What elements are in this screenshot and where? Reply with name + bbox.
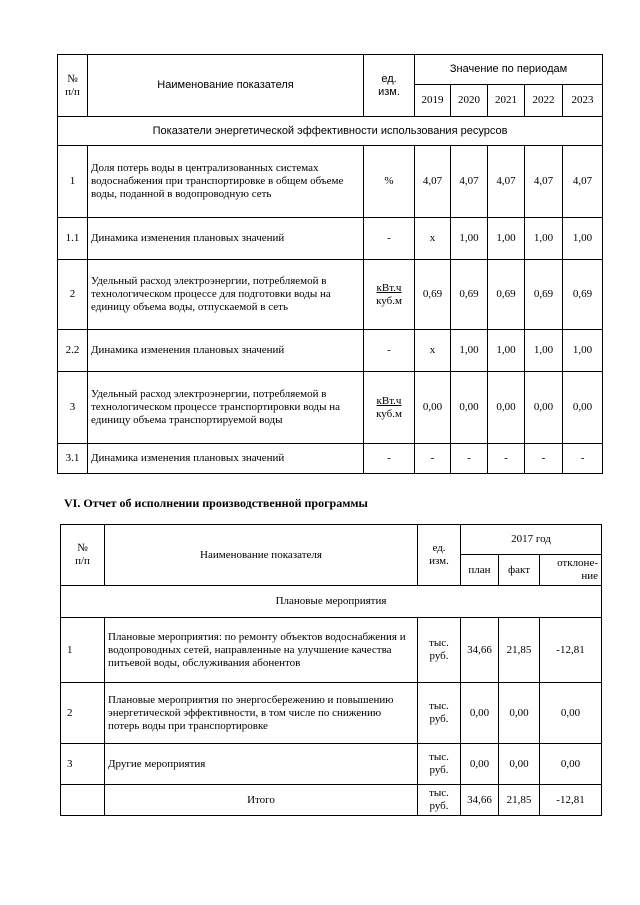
- row-name: Динамика изменения плановых значений: [88, 330, 364, 372]
- total-row: [61, 785, 602, 816]
- row-value: 4,07: [451, 146, 488, 218]
- row-value: 1,00: [488, 218, 525, 260]
- row-num: 1: [58, 146, 88, 218]
- row-fact: 0,00: [499, 683, 540, 744]
- header-num: № п/п: [58, 55, 88, 117]
- row-deviation: 0,00: [540, 683, 602, 744]
- row-num: 3.1: [58, 444, 88, 474]
- row-num: 2: [61, 683, 105, 744]
- total-deviation: -12,81: [540, 785, 602, 816]
- energy-efficiency-table: [57, 54, 603, 474]
- row-unit: [364, 146, 415, 218]
- row-value: -: [415, 444, 451, 474]
- row-value: 4,07: [525, 146, 563, 218]
- row-value: 0,00: [415, 372, 451, 444]
- header-unit: ед. изм.: [418, 525, 461, 586]
- table-row: [58, 218, 603, 260]
- row-unit-denominator: куб.м: [376, 407, 402, 420]
- row-deviation: 0,00: [540, 744, 602, 785]
- header-name: Наименование показателя: [105, 525, 418, 586]
- row-unit-numerator: кВт.ч: [376, 281, 402, 294]
- production-program-report-table: [60, 524, 602, 816]
- row-unit-text: -: [387, 452, 391, 464]
- row-unit: [364, 372, 415, 444]
- header-year: 2021: [488, 85, 525, 117]
- row-name: Другие мероприятия: [105, 744, 418, 785]
- table-row: [58, 260, 603, 330]
- row-value: 1,00: [525, 330, 563, 372]
- row-unit-numerator: кВт.ч: [376, 394, 402, 407]
- table-header-row: [58, 55, 603, 85]
- header-year: 2022: [525, 85, 563, 117]
- row-name: Доля потерь воды в централизованных системах водоснабжения при транспортировке в общем объеме воды, поданной в водопроводную сеть: [88, 146, 364, 218]
- row-value: -: [525, 444, 563, 474]
- header-fact: факт: [499, 555, 540, 586]
- row-name: Динамика изменения плановых значений: [88, 444, 364, 474]
- row-fact: 21,85: [499, 618, 540, 683]
- header-unit: ед. изм.: [364, 55, 415, 117]
- row-fact: 0,00: [499, 744, 540, 785]
- row-num: 1.1: [58, 218, 88, 260]
- row-value: 1,00: [451, 218, 488, 260]
- total-plan: 34,66: [461, 785, 499, 816]
- row-unit-text: %: [384, 175, 394, 187]
- row-value: 0,00: [488, 372, 525, 444]
- header-name: Наименование показателя: [88, 55, 364, 117]
- row-num: 3: [58, 372, 88, 444]
- header-year: 2023: [563, 85, 603, 117]
- row-value: 0,69: [451, 260, 488, 330]
- row-unit: [364, 218, 415, 260]
- row-name: Динамика изменения плановых значений: [88, 218, 364, 260]
- row-name: Плановые мероприятия по энергосбережению и повышению энергетической эффективности, в том числе по снижению потерь воды при транспортировке: [105, 683, 418, 744]
- row-value: 1,00: [563, 330, 603, 372]
- row-value: 1,00: [563, 218, 603, 260]
- row-value: -: [488, 444, 525, 474]
- row-num: 3: [61, 744, 105, 785]
- header-plan: план: [461, 555, 499, 586]
- row-unit: тыс. руб.: [418, 618, 461, 683]
- table-row: [61, 618, 602, 683]
- row-unit: тыс. руб.: [418, 744, 461, 785]
- row-value: -: [451, 444, 488, 474]
- row-plan: 34,66: [461, 618, 499, 683]
- row-value: 0,69: [563, 260, 603, 330]
- header-deviation: отклоне- ние: [540, 555, 602, 586]
- row-value: 0,00: [563, 372, 603, 444]
- section-heading: VI. Отчет об исполнении производственной программы: [64, 496, 368, 510]
- row-value: х: [415, 330, 451, 372]
- table-row: [58, 146, 603, 218]
- row-value: 4,07: [563, 146, 603, 218]
- table-row: [58, 330, 603, 372]
- row-num: 1: [61, 618, 105, 683]
- row-name: Удельный расход электроэнергии, потребляемой в технологическом процессе для подготовки воды на единицу объема воды, отпускаемой в сеть: [88, 260, 364, 330]
- section-title: Плановые мероприятия: [61, 586, 602, 618]
- section-title: Показатели энергетической эффективности использования ресурсов: [58, 117, 603, 146]
- row-unit: [364, 260, 415, 330]
- row-plan: 0,00: [461, 744, 499, 785]
- table-header-row: [61, 525, 602, 555]
- row-name: Удельный расход электроэнергии, потребляемой в технологическом процессе транспортировки воды на единицу объема транспортируемой воды: [88, 372, 364, 444]
- row-value: 4,07: [488, 146, 525, 218]
- row-value: 0,00: [525, 372, 563, 444]
- row-unit: тыс. руб.: [418, 683, 461, 744]
- total-name: Итого: [105, 785, 418, 816]
- section-row: [58, 117, 603, 146]
- row-plan: 0,00: [461, 683, 499, 744]
- row-unit: [364, 330, 415, 372]
- table-row: [61, 683, 602, 744]
- row-value: 0,69: [525, 260, 563, 330]
- header-num: № п/п: [61, 525, 105, 586]
- header-periods: Значение по периодам: [415, 55, 603, 85]
- row-value: 1,00: [488, 330, 525, 372]
- row-unit-text: -: [387, 344, 391, 356]
- row-value: 4,07: [415, 146, 451, 218]
- row-num: 2: [58, 260, 88, 330]
- row-unit-text: -: [387, 232, 391, 244]
- row-value: 1,00: [451, 330, 488, 372]
- row-value: 0,69: [415, 260, 451, 330]
- total-num-empty: [61, 785, 105, 816]
- row-value: х: [415, 218, 451, 260]
- table-row: [61, 744, 602, 785]
- header-year: 2019: [415, 85, 451, 117]
- row-value: 1,00: [525, 218, 563, 260]
- row-value: 0,00: [451, 372, 488, 444]
- section-row: [61, 586, 602, 618]
- table-row: [58, 372, 603, 444]
- header-year: 2020: [451, 85, 488, 117]
- total-unit: тыс. руб.: [418, 785, 461, 816]
- row-value: 0,69: [488, 260, 525, 330]
- row-unit-denominator: куб.м: [376, 294, 402, 307]
- row-unit: [364, 444, 415, 474]
- row-deviation: -12,81: [540, 618, 602, 683]
- row-num: 2.2: [58, 330, 88, 372]
- header-year: 2017 год: [461, 525, 602, 555]
- table-row: [58, 444, 603, 474]
- row-name: Плановые мероприятия: по ремонту объектов водоснабжения и водопроводных сетей, направленные на улучшение качества питьевой воды, обслуживания абонентов: [105, 618, 418, 683]
- total-fact: 21,85: [499, 785, 540, 816]
- row-value: -: [563, 444, 603, 474]
